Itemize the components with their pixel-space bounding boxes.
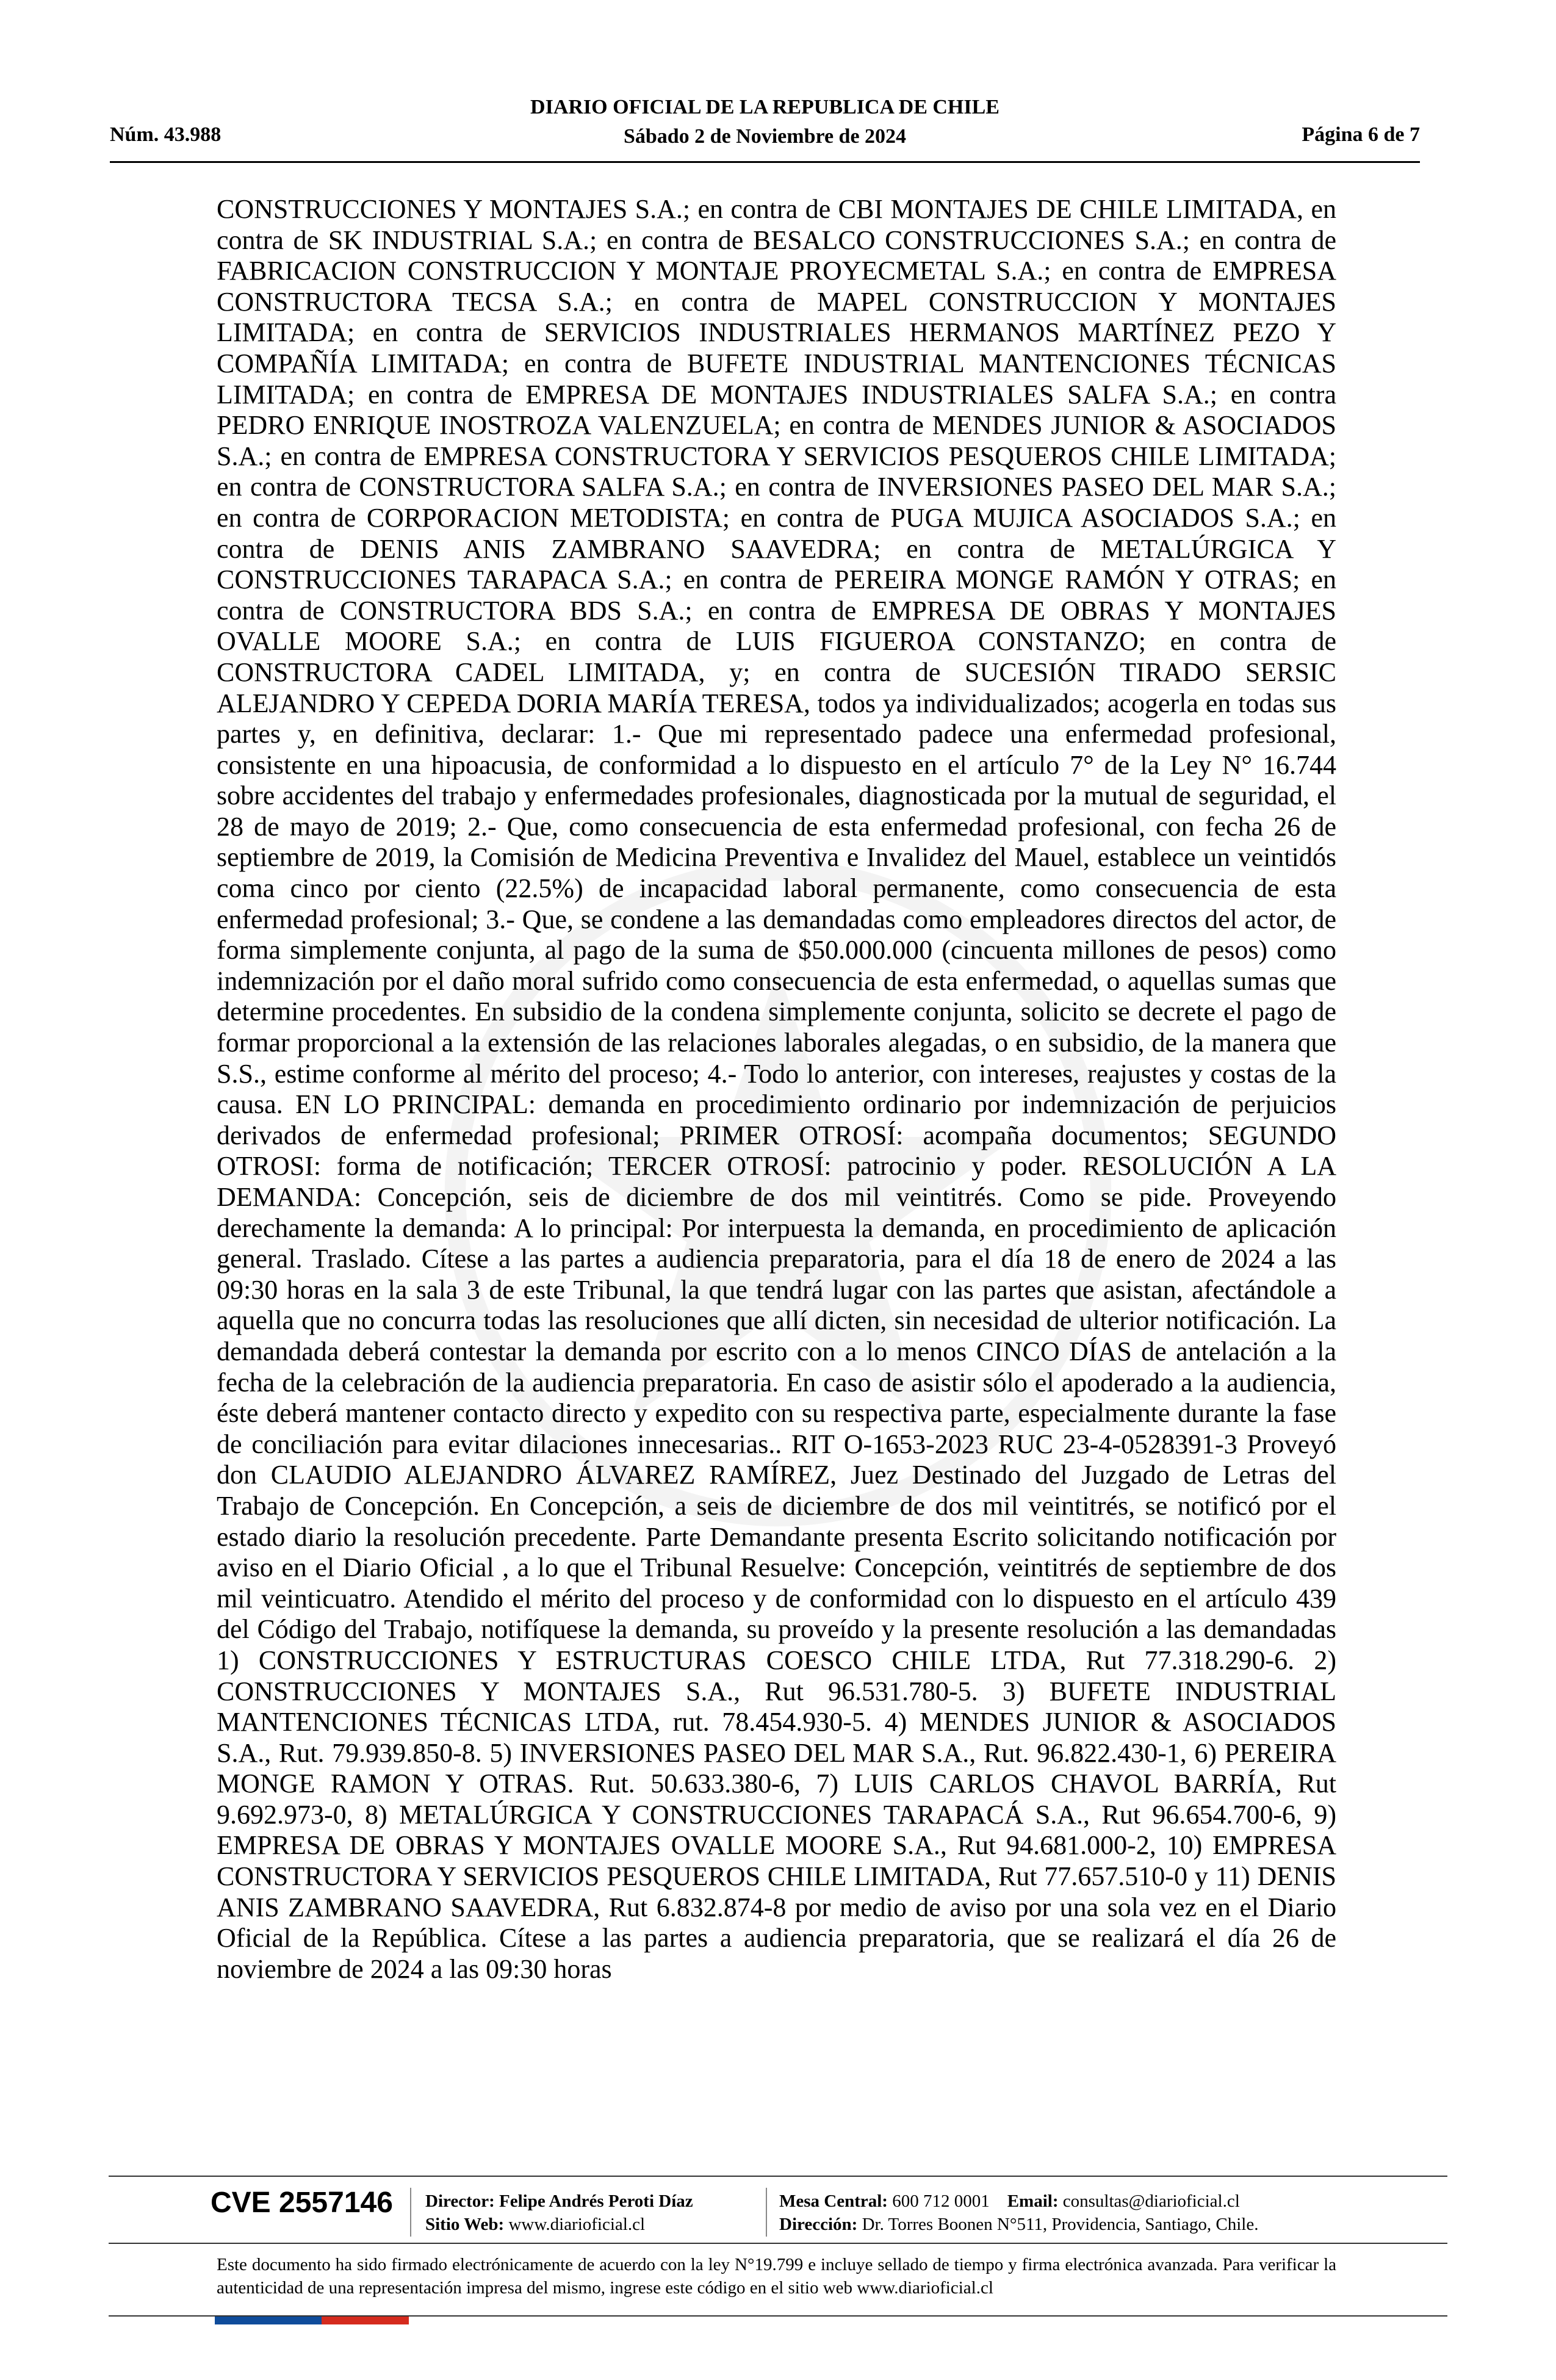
email-label: Email: [1007,2191,1059,2211]
flag-red-segment [322,2317,409,2324]
header-center [110,93,1420,151]
page-header [110,93,1420,163]
page-number: Página 6 de 7 [1302,123,1420,146]
contact-line [779,2190,1258,2213]
flag-blue-segment [215,2317,322,2324]
address-label: Dirección: [779,2215,858,2234]
body-paragraph: CONSTRUCCIONES Y MONTAJES S.A.; en contra de CBI MONTAJES DE CHILE LIMITADA, en contra de SK INDUSTRIAL S.A.; en contra de BESALCO CONSTRUCCIONES S.A.; en contra de FABRICACION CONSTRUCCION Y MONTAJE PROYECMETAL S.A.; en contra de EMPRESA CONSTRUCTORA TECSA S.A.; en contra de MAPEL CONSTRUCCION Y MONTAJES LIMITADA; en contra de SERVICIOS INDUSTRIALES HERMANOS MARTÍNEZ PEZO Y COMPAÑÍA LIMITADA; en contra de BUFETE INDUSTRIAL MANTENCIONES TÉCNICAS LIMITADA; en contra de EMPRESA DE MONTAJES INDUSTRIALES SALFA S.A.; en contra PEDRO ENRIQUE INOSTROZA VALENZUELA; en contra de MENDES JUNIOR & ASOCIADOS S.A.; en contra de EMPRESA CONSTRUCTORA Y SERVICIOS PESQUEROS CHILE LIMITADA; en contra de CONSTRUCTORA SALFA S.A.; en contra de INVERSIONES PASEO DEL MAR S.A.; en contra de CORPORACION METODISTA; en contra de PUGA MUJICA ASOCIADOS S.A.; en contra de DENIS ANIS ZAMBRANO SAAVEDRA; en contra de METALÚRGICA Y CONSTRUCCIONES TARAPACA S.A.; en contra de PEREIRA MONGE RAMÓN Y OTRAS; en contra de CONSTRUCTORA BDS S.A.; en contra de EMPRESA DE OBRAS Y MONTAJES OVALLE MOORE S.A.; en contra de LUIS FIGUEROA CONSTANZO; en contra de CONSTRUCTORA CADEL LIMITADA, y; en contra de SUCESIÓN TIRADO SERSIC ALEJANDRO Y CEPEDA DORIA MARÍA TERESA, todos ya individualizados; acogerla en todas sus partes y, en definitiva, declarar: 1.- Que mi representado padece una enfermedad profesional, consistente en una hipoacusia, de conformidad a lo dispuesto en el artículo 7° de la Ley N° 16.744 sobre accidentes del trabajo y enfermedades profesionales, diagnosticada por la mutual de seguridad, el 28 de mayo de 2019; 2.- Que, como consecuencia de esta enfermedad profesional, con fecha 26 de septiembre de 2019, la Comisión de Medicina Preventiva e Invalidez del Mauel, establece un veintidós coma cinco por ciento (22.5%) de incapacidad laboral permanente, como consecuencia de esta enfermedad profesional; 3.- Que, se condene a las demandadas como empleadores directos del actor, de forma simplemente conjunta, al pago de la suma de $50.000.000 (cincuenta millones de pesos) como indemnización por el daño moral sufrido como consecuencia de esta enfermedad, o aquellas sumas que determine procedentes. En subsidio de la condena simplemente conjunta, solicito se decrete el pago de formar proporcional a la extensión de las relaciones laborales alegadas, o en subsidio, de la manera que S.S., estime conforme al mérito del proceso; 4.- Todo lo anterior, con intereses, reajustes y costas de la causa. EN LO PRINCIPAL: demanda en procedimiento ordinario por indemnización de perjuicios derivados de enfermedad profesional; PRIMER OTROSÍ: acompaña documentos; SEGUNDO OTROSI: forma de notificación; TERCER OTROSÍ: patrocinio y poder. RESOLUCIÓN A LA DEMANDA: Concepción, seis de diciembre de dos mil veintitrés. Como se pide. Proveyendo derechamente la demanda: A lo principal: Por interpuesta la demanda, en procedimiento de aplicación general. Traslado. Cítese a las partes a audiencia preparatoria, para el día 18 de enero de 2024 a las 09:30 horas en la sala 3 de este Tribunal, la que tendrá lugar con las partes que asistan, afectándole a aquella que no concurra todas las resoluciones que allí dicten, sin necesidad de ulterior notificación. La demandada deberá contestar la demanda por escrito con a lo menos CINCO DÍAS de antelación a la fecha de la celebración de la audiencia preparatoria. En caso de asistir sólo el apoderado a la audiencia, éste deberá mantener contacto directo y expedito con su respectiva parte, especialmente durante la fase de conciliación para evitar dilaciones innecesarias.. RIT O-1653-2023 RUC 23-4-0528391-3 Proveyó don CLAUDIO ALEJANDRO ÁLVAREZ RAMÍREZ, Juez Destinado del Juzgado de Letras del Trabajo de Concepción. En Concepción, a seis de diciembre de dos mil veintitrés, se notificó por el estado diario la resolución precedente. Parte Demandante presenta Escrito solicitando notificación por aviso en el Diario Oficial , a lo que el Tribunal Resuelve: Concepción, veintitrés de septiembre de dos mil veinticuatro. Atendido el mérito del proceso y de conformidad con lo dispuesto en el artículo 439 del Código del Trabajo, notifíquese la demanda, su proveído y la presente resolución a las demandadas 1) CONSTRUCCIONES Y ESTRUCTURAS COESCO CHILE LTDA, Rut 77.318.290-6. 2) CONSTRUCCIONES Y MONTAJES S.A., Rut 96.531.780-5. 3) BUFETE INDUSTRIAL MANTENCIONES TÉCNICAS LTDA, rut. 78.454.930-5. 4) MENDES JUNIOR & ASOCIADOS S.A., Rut. 79.939.850-8. 5) INVERSIONES PASEO DEL MAR S.A., Rut. 96.822.430-1, 6) PEREIRA MONGE RAMON Y OTRAS. Rut. 50.633.380-6, 7) LUIS CARLOS CHAVOL BARRÍA, Rut 9.692.973-0, 8) METALÚRGICA Y CONSTRUCCIONES TARAPACÁ S.A., Rut 96.654.700-6, 9) EMPRESA DE OBRAS Y MONTAJES OVALLE MOORE S.A., Rut 94.681.000-2, 10) EMPRESA CONSTRUCTORA Y SERVICIOS PESQUEROS CHILE LIMITADA, Rut 77.657.510-0 y 11) DENIS ANIS ZAMBRANO SAAVEDRA, Rut 6.832.874-8 por medio de aviso por una sola vez en el Diario Oficial de la República. Cítese a las partes a audiencia preparatoria, que se realizará el día 26 de noviembre de 2024 a las 09:30 horas [217,194,1336,1984]
address-line [779,2213,1258,2236]
flag-stripe [215,2317,409,2324]
document-body [217,194,1336,1985]
footer-top-rule [109,2176,1447,2177]
footer-contact-block [779,2190,1258,2236]
issue-number: Núm. 43.988 [110,123,222,146]
website-link[interactable]: www.diarioficial.cl [508,2215,646,2234]
director-line [425,2190,693,2213]
footer-director-block [425,2190,693,2236]
footer-separator [410,2188,411,2237]
publication-title: DIARIO OFICIAL DE LA REPUBLICA DE CHILE [530,96,1000,118]
publication-date: Sábado 2 de Noviembre de 2024 [623,125,907,148]
website-line [425,2213,693,2236]
address-text: Dr. Torres Boonen N°511, Providencia, Santiago, Chile. [862,2215,1259,2234]
director-label: Director: [425,2191,495,2211]
email-link[interactable]: consultas@diarioficial.cl [1062,2191,1240,2211]
legal-notice: Este documento ha sido firmado electrónicamente de acuerdo con la ley N°19.799 e incluye sellado de tiempo y firma electrónica avanzada. Para verificar la autenticidad de una representación impresa del mismo, ingrese este código en el sitio web www.diarioficial.cl [217,2255,1336,2298]
website-label: Sitio Web: [425,2215,505,2234]
phone-number: 600 712 0001 [892,2191,990,2211]
director-name: Felipe Andrés Peroti Díaz [499,2191,693,2211]
footer-separator [766,2188,767,2237]
cve-code: CVE 2557146 [211,2187,393,2219]
footer-mid-rule [109,2243,1447,2244]
phone-label: Mesa Central: [779,2191,888,2211]
